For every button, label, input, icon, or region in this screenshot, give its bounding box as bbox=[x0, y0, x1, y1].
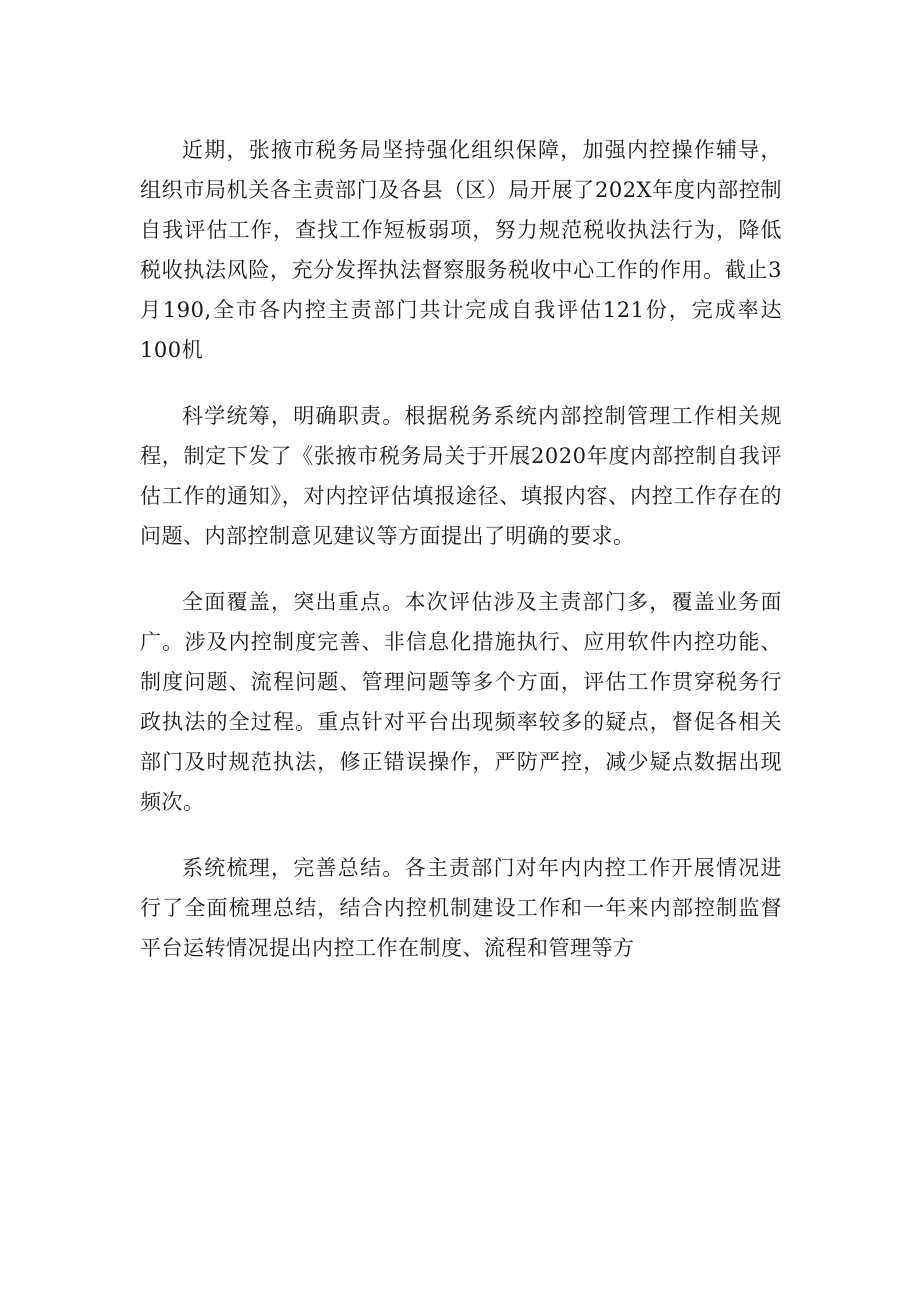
paragraph-lead: 系统梳理，完善总结。 bbox=[182, 856, 405, 880]
paragraph-text: 近期，张掖市税务局坚持强化组织保障，加强内控操作辅导，组织市局机关各主责部门及各县（区）局开展了202X年度内部控制自我评估工作，查找工作短板弱项，努力规范税收执法行为，降低税收执法风险，充分发挥执法督察服务税收中心工作的作用。截止3月190,全市各内控主责部门共计完成自我评估121份，完成率达100机 bbox=[140, 138, 782, 362]
paragraph-overall-planning bbox=[140, 396, 782, 556]
paragraph-text: 各主责部门对年内内控工作开展情况进行了全面梳理总结，结合内控机制建设工作和一年来内部控制监督平台运转情况提出内控工作在制度、流程和管理等方 bbox=[140, 856, 782, 960]
paragraph-lead: 科学统筹，明确职责。 bbox=[182, 404, 405, 428]
paragraph-text: 本次评估涉及主责部门多，覆盖业务面广。涉及内控制度完善、非信息化措施执行、应用软件内控功能、制度问题、流程问题、管理问题等多个方面，评估工作贯穿税务行政执法的全过程。重点针对平台出现频率较多的疑点，督促各相关部门及时规范执法，修正错误操作，严防严控，减少疑点数据出现频次。 bbox=[140, 590, 782, 814]
paragraph-intro bbox=[140, 130, 782, 370]
paragraph-full-coverage bbox=[140, 582, 782, 822]
paragraph-lead: 全面覆盖，突出重点。 bbox=[182, 590, 405, 614]
document-body bbox=[140, 130, 782, 994]
paragraph-systematic-review bbox=[140, 848, 782, 968]
paragraph-text: 根据税务系统内部控制管理工作相关规程，制定下发了《张掖市税务局关于开展2020年度内部控制自我评估工作的通知》，对内控评估填报途径、填报内容、内控工作存在的问题、内部控制意见建议等方面提出了明确的要求。 bbox=[140, 404, 782, 548]
